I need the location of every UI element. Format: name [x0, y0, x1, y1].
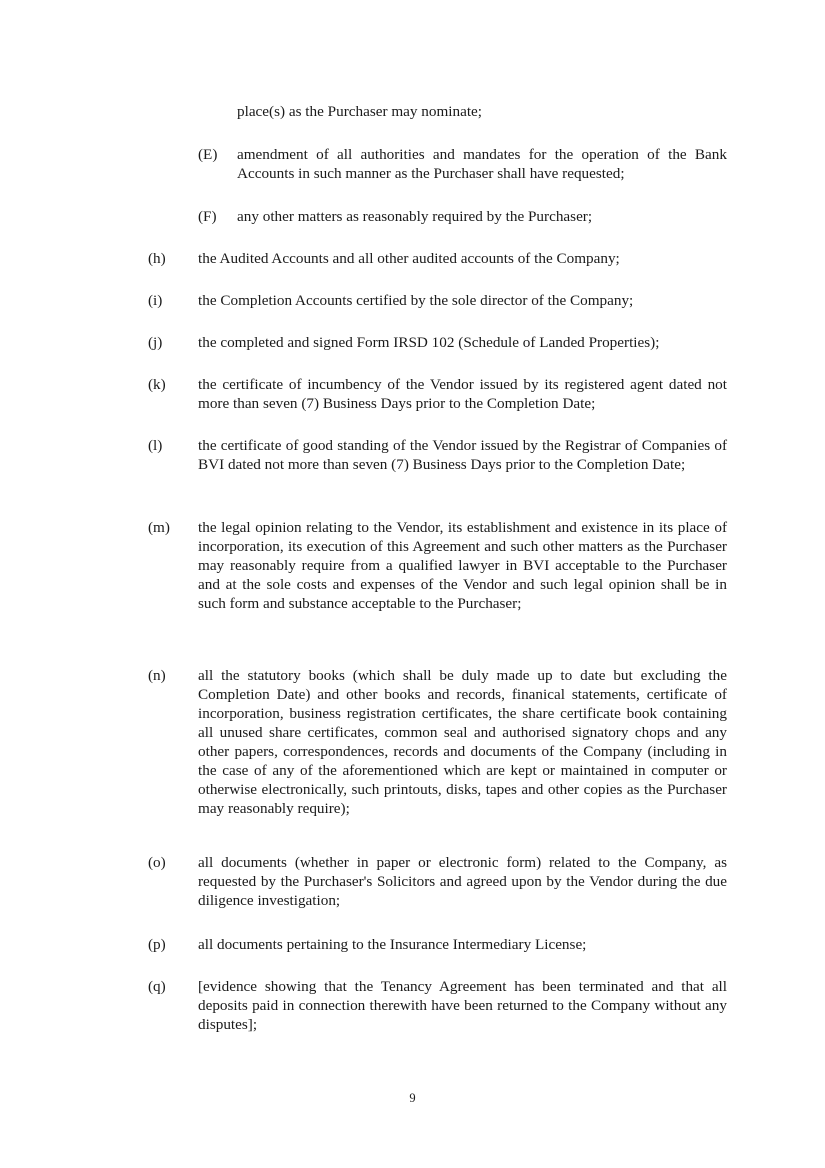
subitem-label-e: (E)	[198, 146, 218, 163]
item-label-h: (h)	[148, 250, 166, 267]
item-label-l: (l)	[148, 437, 163, 454]
continuation-text: place(s) as the Purchaser may nominate;	[237, 103, 483, 120]
item-text-p: all documents pertaining to the Insurance Intermediary License;	[198, 936, 587, 953]
item-text-k: the certificate of incumbency of the Vendor issued by its registered agent dated not more than seven (7) Business Days prior to the Completion Date;	[198, 376, 727, 412]
subitem-text-e: amendment of all authorities and mandates for the operation of the Bank Accounts in such manner as the Purchaser shall have requested;	[237, 146, 727, 182]
item-label-i: (i)	[148, 292, 163, 309]
item-text-i: the Completion Accounts certified by the sole director of the Company;	[198, 292, 634, 309]
item-label-k: (k)	[148, 376, 166, 393]
item-text-m: the legal opinion relating to the Vendor, its establishment and existence in its place of incorporation, its execution of this Agreement and such other matters as the Purchaser may reasonably require from a qualified lawyer in BVI acceptable to the Purchaser and at the sole costs and expenses of the Vendor and such legal opinion shall be in such form and substance acceptable to the Purchaser;	[198, 519, 727, 612]
item-label-q: (q)	[148, 978, 166, 995]
subitem-label-f: (F)	[198, 208, 217, 225]
item-text-h: the Audited Accounts and all other audited accounts of the Company;	[198, 250, 620, 267]
item-label-p: (p)	[148, 936, 166, 953]
page-number: 9	[409, 1091, 416, 1105]
item-label-o: (o)	[148, 854, 166, 871]
item-text-o: all documents (whether in paper or electronic form) related to the Company, as requested by the Purchaser's Solicitors and agreed upon by the Vendor during the due diligence investigation;	[198, 854, 727, 909]
subitem-text-f: any other matters as reasonably required by the Purchaser;	[237, 208, 593, 225]
item-text-q: [evidence showing that the Tenancy Agreement has been terminated and that all deposits paid in connection therewith have been returned to the Company without any disputes];	[198, 978, 727, 1033]
item-label-n: (n)	[148, 667, 166, 684]
item-text-n: all the statutory books (which shall be duly made up to date but excluding the Completion Date) and other books and records, finanical statements, certificate of incorporation, business registration certificates, the share certificate book containing all unused share certificates, common seal and authorised signatory chops and any other papers, correspondences, records and documents of the Company (including in the case of any of the aforementioned which are kept or maintained in computer or otherwise electronically, such printouts, disks, tapes and other copies as the Purchaser may reasonably require);	[198, 667, 727, 817]
item-label-j: (j)	[148, 334, 163, 351]
item-text-l: the certificate of good standing of the Vendor issued by the Registrar of Companies of BVI dated not more than seven (7) Business Days prior to the Completion Date;	[198, 437, 727, 473]
item-label-m: (m)	[148, 519, 170, 536]
item-text-j: the completed and signed Form IRSD 102 (Schedule of Landed Properties);	[198, 334, 660, 351]
